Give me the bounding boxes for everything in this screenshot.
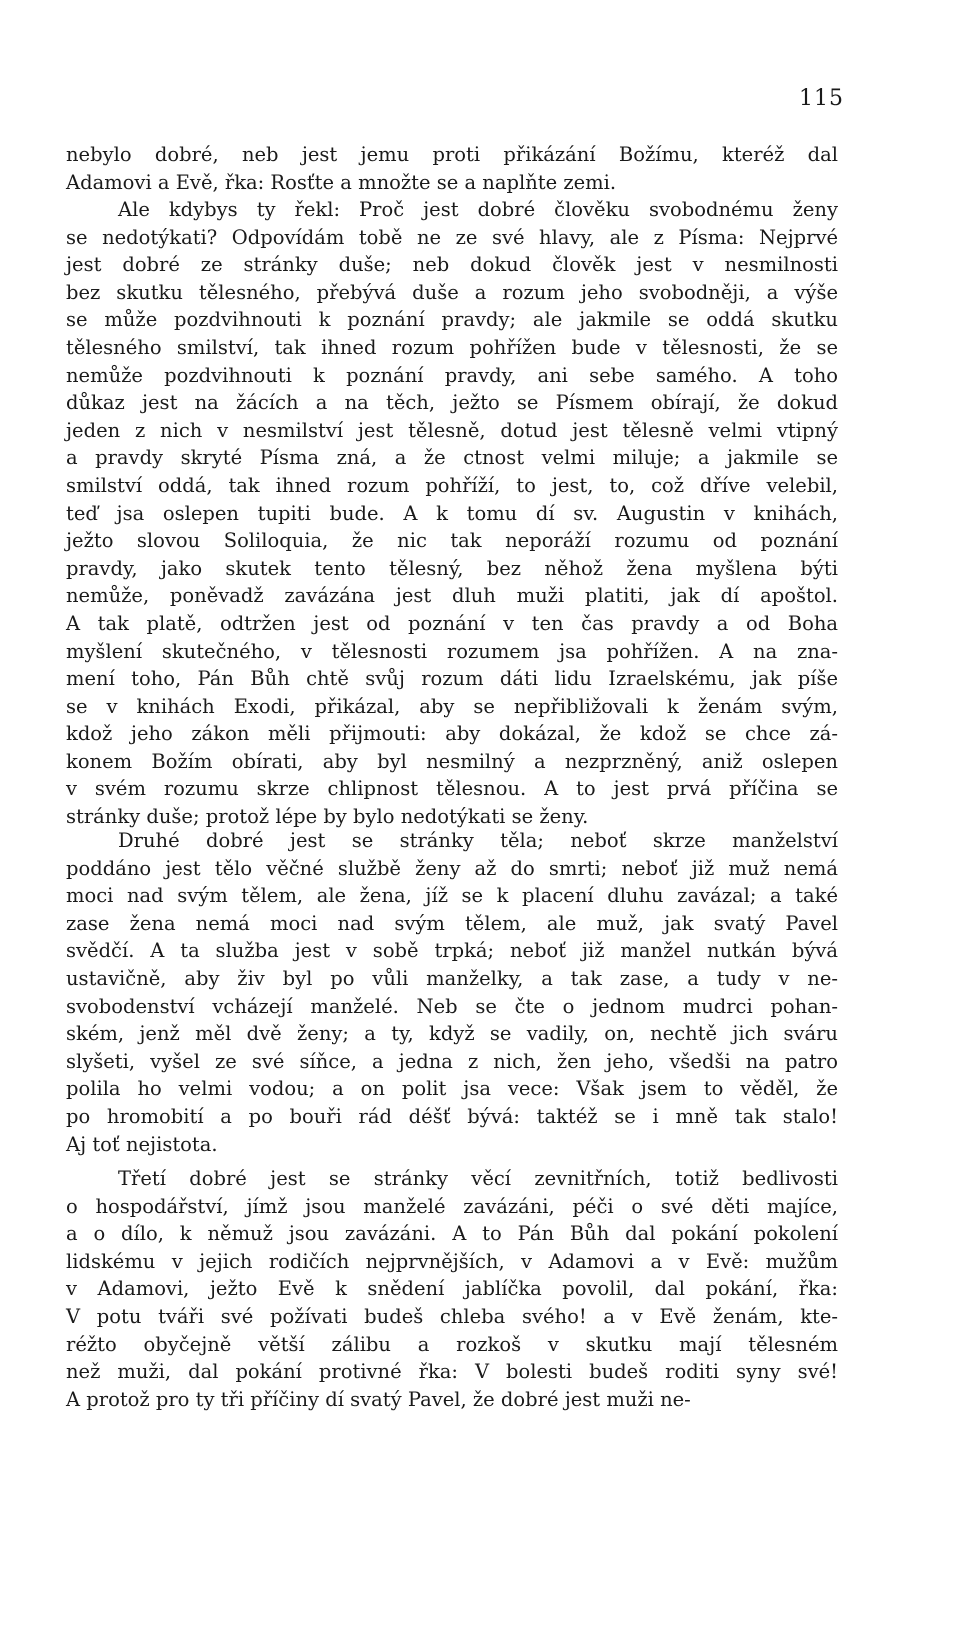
text-line: o hospodářství, jímž jsou manželé zavázáni, péči o své děti majíce, xyxy=(66,1194,838,1218)
text-line: polila ho velmi vodou; a on polit jsa vece: Však jsem to věděl, že xyxy=(66,1077,838,1101)
text-line: konem Božím obírati, aby byl nesmilný a nezprzněný, aniž oslepen xyxy=(66,749,838,773)
text-line: myšlení skutečného, v tělesnosti rozumem jsa pohřížen. A na zna- xyxy=(66,639,838,663)
text-line: Adamovi a Evě, řka: Rosťte a množte se a naplňte zemi. xyxy=(66,170,617,194)
text-line: jest dobré ze stránky duše; neb dokud člověk jest v nesmilnosti xyxy=(66,253,838,277)
text-line: A protož pro ty tři příčiny dí svatý Pavel, že dobré jest muži ne- xyxy=(66,1387,691,1411)
text-line: v svém rozumu skrze chlipnost tělesnou. A to jest prvá příčina se xyxy=(66,777,838,801)
text-line: Ale kdybys ty řekl: Proč jest dobré člověku svobodnému ženy xyxy=(118,198,838,221)
text-line: jeden z nich v nesmilství jest tělesně, dotud jest tělesně velmi vtipný xyxy=(66,418,838,442)
text-line: Aj toť nejistota. xyxy=(66,1132,218,1156)
text-line: moci nad svým tělem, ale žena, jíž se k placení dluhu zavázal; a také xyxy=(66,884,838,908)
text-line: stránky duše; protož lépe by bylo nedotýkati se ženy. xyxy=(66,805,589,829)
text-line: a o dílo, k němuž jsou zavázáni. A to Pán Bůh dal pokání pokolení xyxy=(66,1222,838,1246)
text-line: tělesného smilství, tak ihned rozum pohřížen bude v tělesnosti, že se xyxy=(66,335,838,359)
text-line: nemůže pozdvihnouti k poznání pravdy, ani sebe samého. A toho xyxy=(66,363,838,387)
text-line: réžto obyčejně větší zálibu a rozkoš v skutku mají tělesném xyxy=(66,1332,838,1356)
text-line: slyšeti, vyšel ze své síňce, a jedna z nich, žen jeho, všedši na patro xyxy=(66,1049,838,1073)
text-line: svobodenství vcházejí manželé. Neb se čte o jednom mudrci pohan- xyxy=(66,994,838,1018)
text-line: bez skutku tělesného, přebývá duše a rozum jeho svobodněji, a výše xyxy=(66,280,838,304)
text-line: po hromobití a po bouři rád déšť bývá: taktéž se i mně tak stalo! xyxy=(66,1104,838,1128)
text-line: ježto slovou Soliloquia, že nic tak neporáží rozumu od poznání xyxy=(66,529,838,553)
text-line: V potu tváři své požívati budeš chleba svého! a v Evě ženám, kte- xyxy=(66,1304,838,1328)
text-line: pravdy, jako skutek tento tělesný, bez něhož žena myšlena býti xyxy=(66,556,838,580)
text-line: se nedotýkati? Odpovídám tobě ne ze své hlavy, ale z Písma: Nejprvé xyxy=(66,225,838,249)
text-line: smilství oddá, tak ihned rozum pohříží, to jest, to, což dříve velebil, xyxy=(66,473,838,497)
text-line: nebylo dobré, neb jest jemu proti přikázání Božímu, kteréž dal xyxy=(66,143,838,166)
text-line: ustavičně, aby živ byl po vůli manželky, a tak zase, a tudy v ne- xyxy=(66,966,838,990)
text-line: se v knihách Exodi, přikázal, aby se nepřibližovali k ženám svým, xyxy=(66,694,838,718)
text-line: se může pozdvihnouti k poznání pravdy; ale jakmile se oddá skutku xyxy=(66,308,838,332)
text-line: poddáno jest tělo věčné službě ženy až do smrti; neboť již muž nemá xyxy=(66,856,838,880)
text-line: A tak platě, odtržen jest od poznání v ten čas pravdy a od Boha xyxy=(66,611,838,635)
text-line: v Adamovi, ježto Evě k snědení jablíčka povolil, dal pokání, řka: xyxy=(66,1277,838,1301)
paragraph-4 xyxy=(66,1165,838,1413)
paragraph-3 xyxy=(66,827,838,1158)
paragraph-1 xyxy=(66,141,838,196)
text-line: svědčí. A ta služba jest v sobě trpká; neboť již manžel nutkán bývá xyxy=(66,939,838,963)
text-line: teď jsa oslepen tupiti bude. A k tomu dí sv. Augustin v knihách, xyxy=(66,501,838,525)
text-line: ském, jenž měl dvě ženy; a ty, když se vadily, on, nechtě jich sváru xyxy=(66,1022,838,1046)
text-line: mení toho, Pán Bůh chtě svůj rozum dáti lidu Izraelskému, jak píše xyxy=(66,667,838,691)
text-line: a pravdy skryté Písma zná, a že ctnost velmi miluje; a jakmile se xyxy=(66,446,838,470)
text-line: Druhé dobré jest se stránky těla; neboť skrze manželství xyxy=(118,829,838,852)
text-line: nemůže, poněvadž zavázána jest dluh muži platiti, jak dí apoštol. xyxy=(66,584,838,608)
text-line: kdož jeho zákon měli přijmouti: aby dokázal, že kdož se chce zá- xyxy=(66,722,838,746)
paragraph-2 xyxy=(66,196,838,831)
text-line: lidskému v jejich rodičích nejprvnějších, v Adamovi a v Evě: mužům xyxy=(66,1249,838,1273)
text-line: Třetí dobré jest se stránky věcí zevnitřních, totiž bedlivosti xyxy=(118,1167,838,1190)
page-number: 115 xyxy=(799,86,844,111)
text-line: důkaz jest na žácích a na těch, ježto se Písmem obírají, že dokud xyxy=(66,391,838,415)
text-line: než muži, dal pokání protivné řka: V bolesti budeš roditi syny své! xyxy=(66,1360,838,1384)
text-line: zase žena nemá moci nad svým tělem, ale muž, jak svatý Pavel xyxy=(66,911,838,935)
